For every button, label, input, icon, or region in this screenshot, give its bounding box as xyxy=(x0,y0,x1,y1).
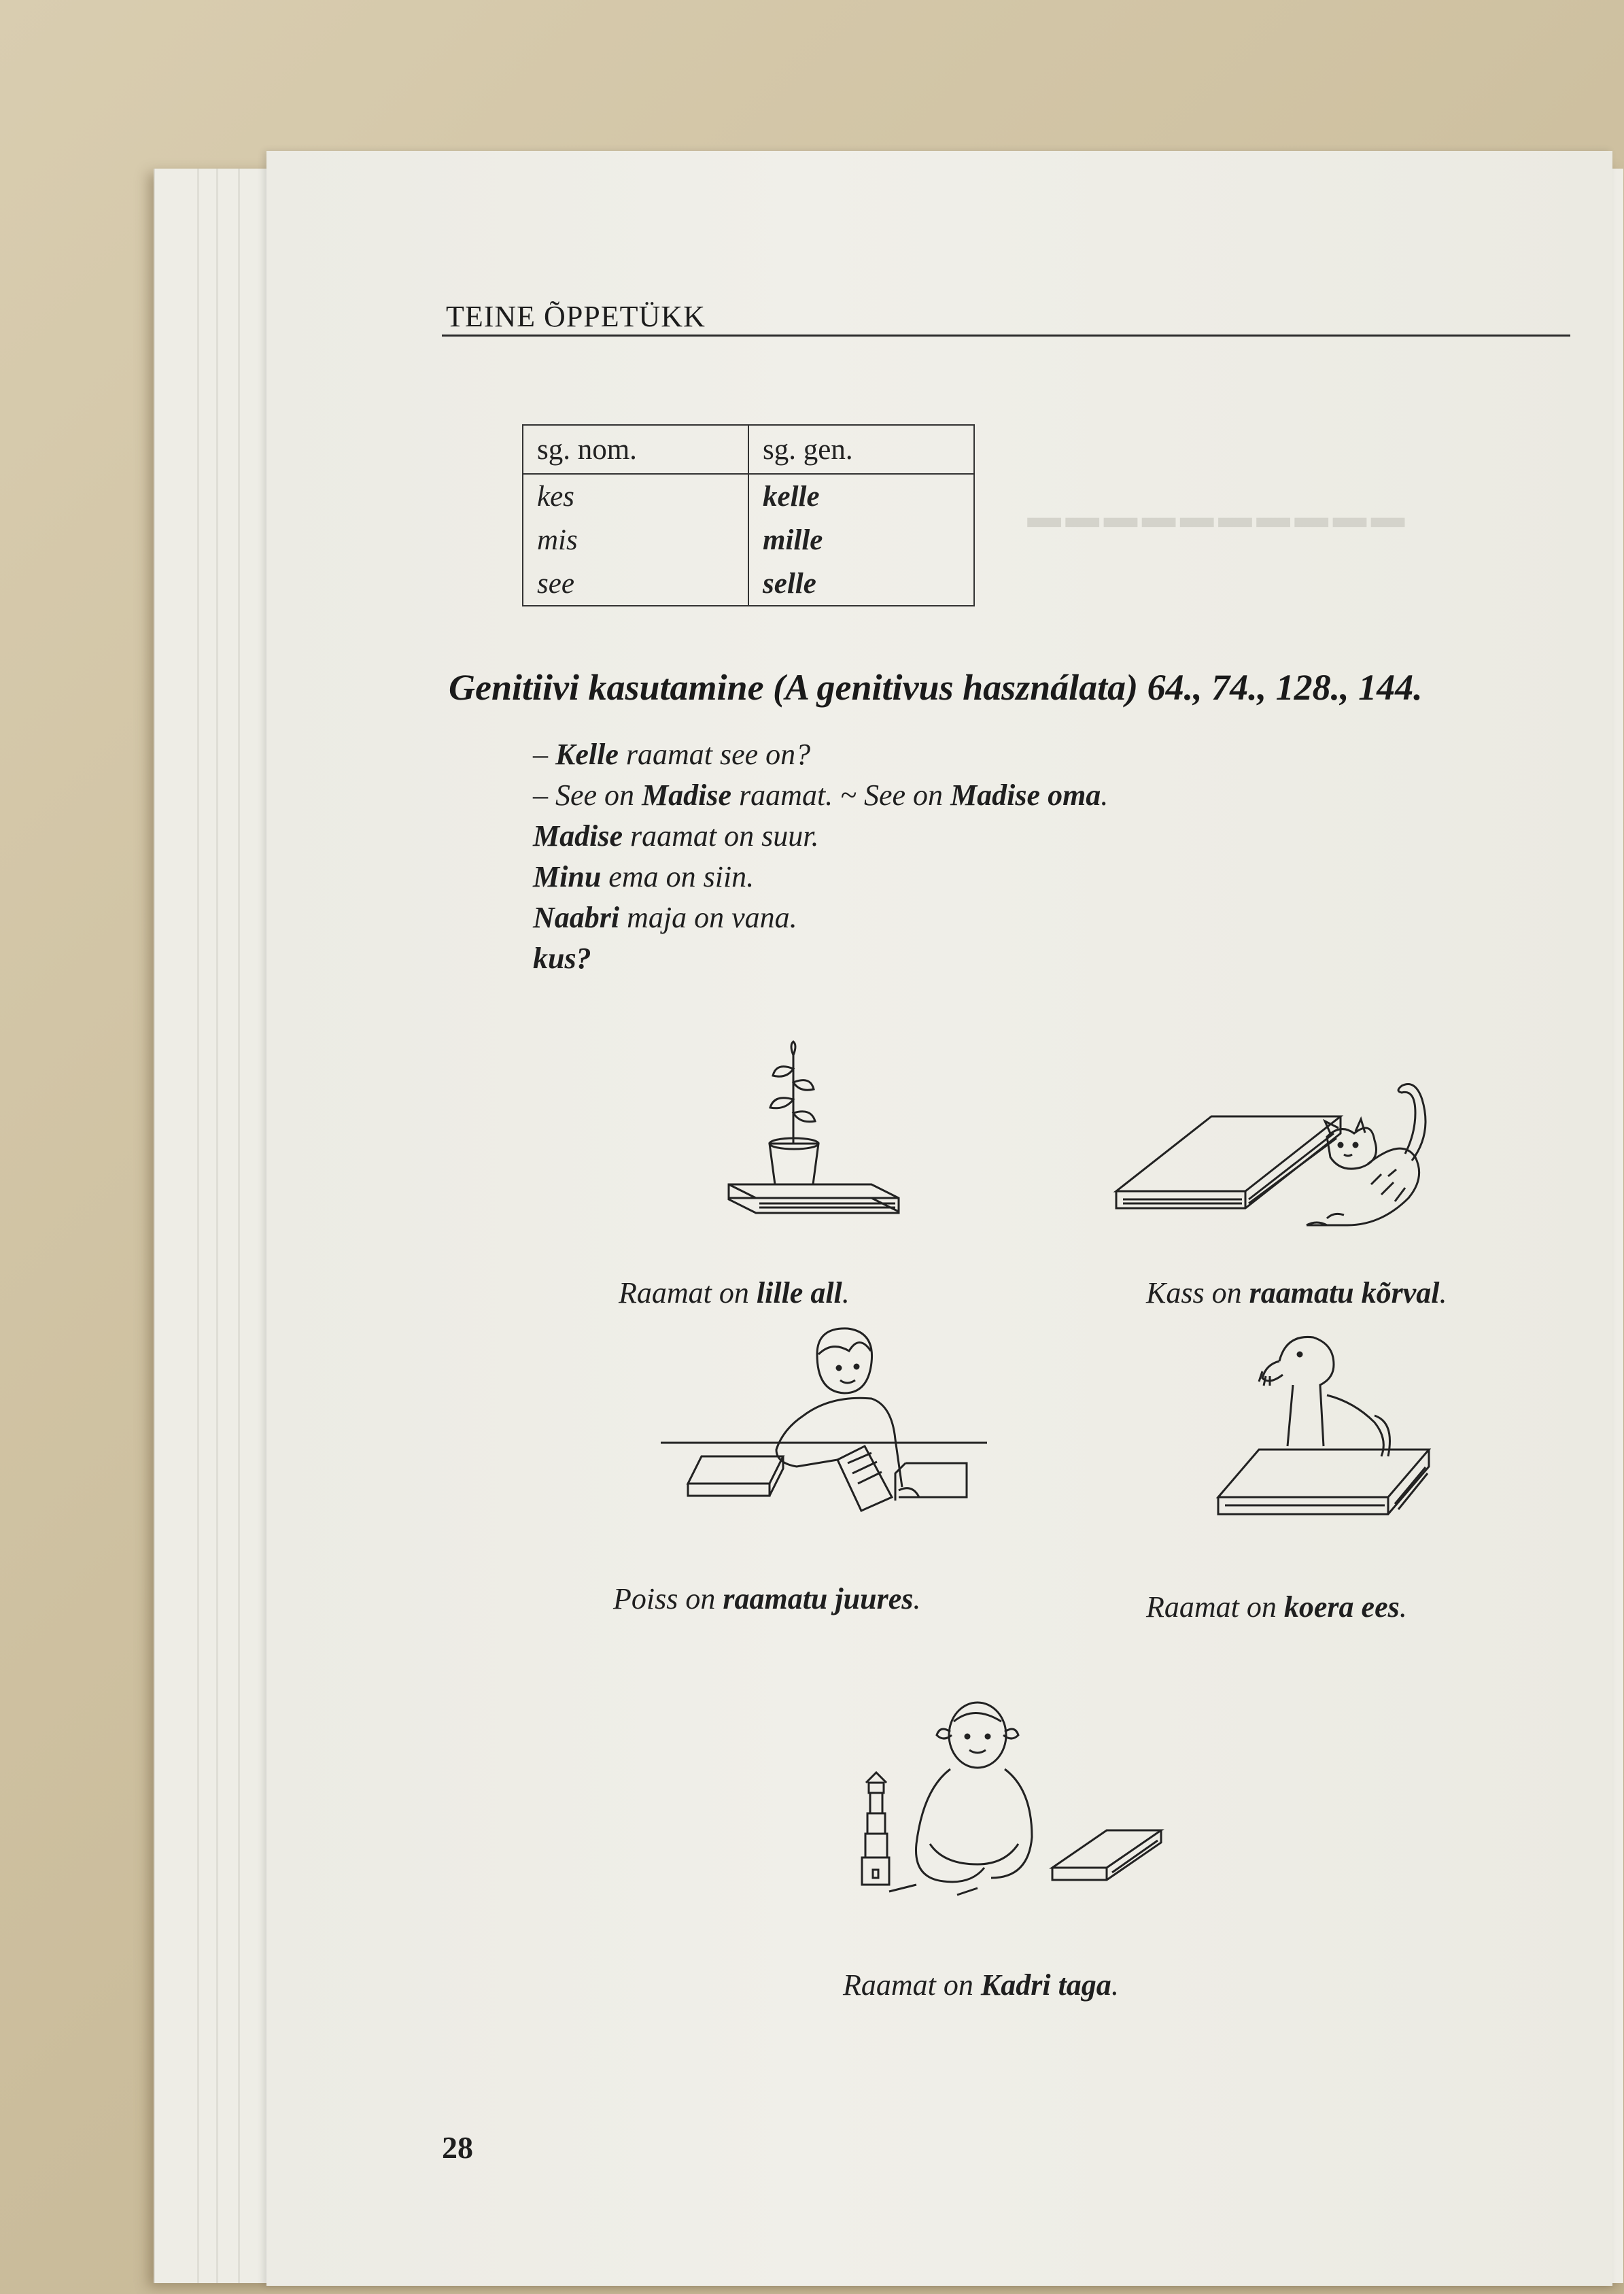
gen-cell: mille xyxy=(748,518,974,562)
section-title: Genitiivi kasutamine (A genitivus használata) 64., 74., 128., 144. xyxy=(449,667,1423,708)
caption-text: Raamat on xyxy=(1146,1590,1284,1624)
table-row xyxy=(523,562,974,606)
caption-bold: Kadri taga xyxy=(980,1968,1111,2002)
example-text: . xyxy=(1101,778,1109,812)
caption xyxy=(1146,1276,1447,1310)
nom-cell: mis xyxy=(523,518,748,562)
example-line: – See on Madise raamat. ~ See on Madise oma. xyxy=(533,778,1109,812)
example-line: – Kelle raamat see on? xyxy=(533,738,811,771)
caption-bold: lille all xyxy=(756,1276,842,1309)
caption-period: . xyxy=(1399,1590,1407,1624)
example-bold: Madise oma xyxy=(950,778,1101,812)
page-edge xyxy=(197,169,199,2283)
boy-at-book-illustration xyxy=(661,1327,1001,1572)
column-header-gen: sg. gen. xyxy=(748,425,974,474)
caption-bold: koera ees xyxy=(1283,1590,1400,1624)
pronoun-table xyxy=(522,424,975,606)
caption-text: Raamat on xyxy=(843,1968,981,2002)
example-text: ema on siin. xyxy=(601,860,755,893)
example-text: raamat see on? xyxy=(618,738,811,771)
table-row xyxy=(523,474,974,518)
flower-pot-on-book-illustration xyxy=(668,1042,912,1246)
caption-text: Kass on xyxy=(1146,1276,1249,1309)
caption-period: . xyxy=(913,1582,921,1615)
caption-period: . xyxy=(842,1276,850,1309)
caption-bold: raamatu juures xyxy=(723,1582,914,1615)
table-row xyxy=(523,518,974,562)
caption-bold: raamatu kõrval xyxy=(1249,1276,1440,1309)
caption xyxy=(619,1276,850,1310)
caption-text: Raamat on xyxy=(619,1276,757,1309)
caption xyxy=(843,1968,1119,2002)
header-rule xyxy=(442,335,1570,337)
example-bold: Madise xyxy=(642,778,732,812)
example-bold: Kelle xyxy=(555,738,619,771)
cat-beside-book-illustration xyxy=(1103,1021,1429,1252)
example-text: See on xyxy=(555,778,642,812)
girl-with-book-illustration xyxy=(848,1694,1202,1898)
example-bold: kus? xyxy=(533,942,591,975)
book-page xyxy=(266,151,1612,2286)
example-text: maja on vana. xyxy=(619,901,797,934)
caption-period: . xyxy=(1111,1968,1119,2002)
example-bold: Madise xyxy=(533,819,623,853)
caption xyxy=(1146,1590,1407,1624)
example-line xyxy=(533,900,797,935)
page-edge xyxy=(238,169,240,2283)
dog-behind-book-illustration xyxy=(1198,1334,1456,1579)
example-text: raamat. ~ See on xyxy=(731,778,951,812)
example-line xyxy=(533,859,754,894)
column-header-nom: sg. nom. xyxy=(523,425,748,474)
caption xyxy=(613,1581,920,1616)
example-text: raamat on suur. xyxy=(623,819,819,853)
example-line xyxy=(533,941,591,976)
table-header-row xyxy=(523,425,974,474)
gen-cell: kelle xyxy=(748,474,974,518)
show-through-text: ━━━━━━━━━━ xyxy=(1028,494,1410,553)
example-bold: Minu xyxy=(533,860,602,893)
nom-cell: kes xyxy=(523,474,748,518)
gen-cell: selle xyxy=(748,562,974,606)
page-number: 28 xyxy=(442,2130,473,2165)
caption-period: . xyxy=(1439,1276,1447,1309)
example-bold: Naabri xyxy=(533,901,620,934)
nom-cell: see xyxy=(523,562,748,606)
page-edge xyxy=(216,169,218,2283)
running-header: TEINE ÕPPETÜKK xyxy=(446,300,706,333)
caption-text: Poiss on xyxy=(613,1582,723,1615)
example-line xyxy=(533,819,819,853)
